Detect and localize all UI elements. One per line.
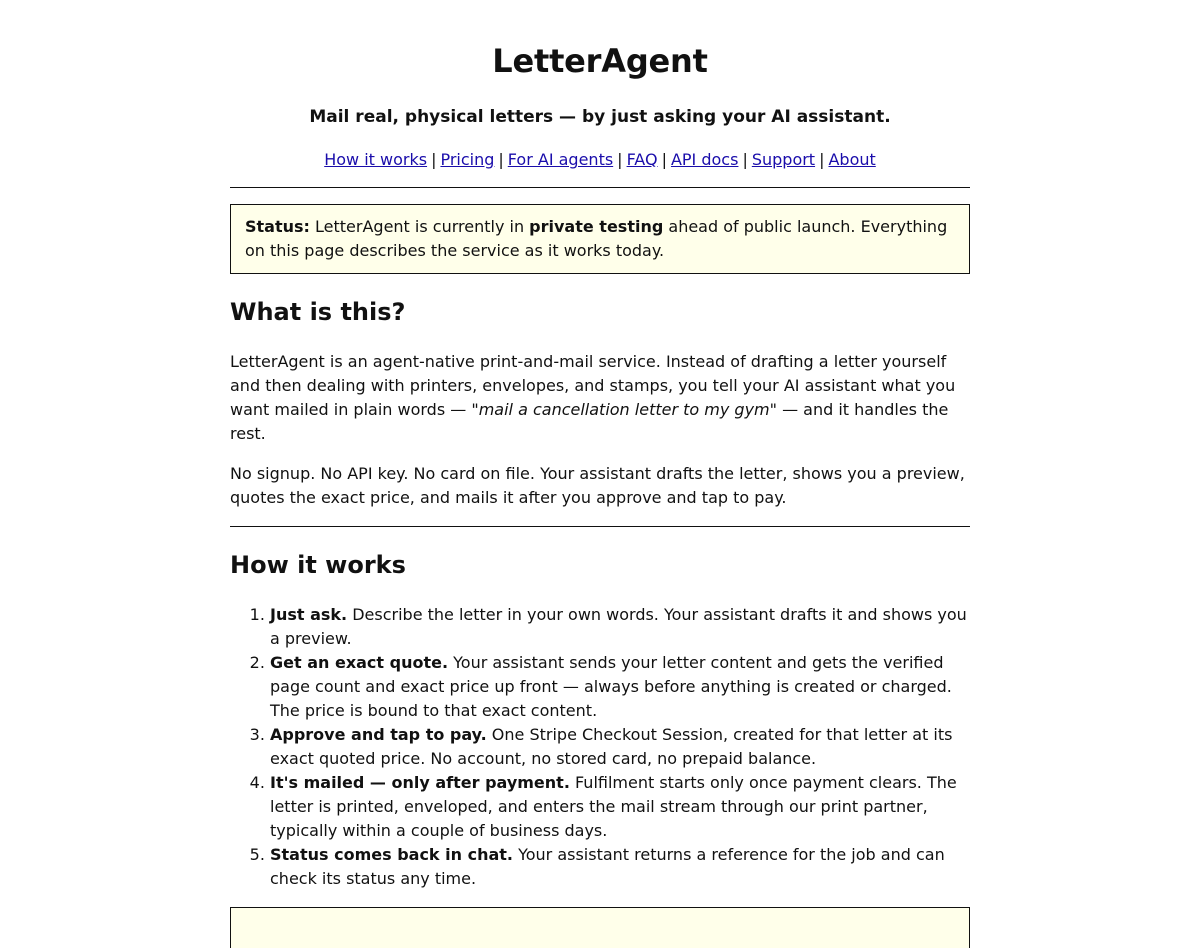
what-p1-before: LetterAgent is an agent-native print-and-mail service. Instead of drafting a letter yourself and then dealing with printers, envelopes, and stamps, you tell your AI assistant what you want mailed in plain words — [230, 352, 956, 419]
step-text: Your assistant returns a reference for the job and can check its status any time. [270, 845, 945, 888]
step-title: Just ask. [270, 605, 348, 624]
notice-box-partial [230, 907, 970, 948]
nav-link-api-docs[interactable]: API docs [670, 150, 739, 169]
site-title: LetterAgent [492, 42, 708, 80]
page [230, 0, 970, 948]
step-item [270, 843, 970, 891]
step-title: It's mailed — only after payment. [270, 773, 570, 792]
what-paragraph-1 [230, 350, 970, 446]
step-text: Your assistant sends your letter content and gets the verified page count and exact price up front — always before anything is created or charged. The price is bound to that exact content. [270, 653, 952, 720]
nav-separator: | [431, 150, 437, 169]
step-item [270, 723, 970, 771]
step-title: Get an exact quote. [270, 653, 449, 672]
step-item [270, 771, 970, 843]
status-label: Status: [245, 217, 310, 236]
section-heading-what: What is this? [230, 298, 406, 326]
step-title: Approve and tap to pay. [270, 725, 487, 744]
nav-link-pricing[interactable]: Pricing [440, 150, 495, 169]
status-notice [230, 204, 970, 274]
section-heading-how: How it works [230, 551, 406, 579]
nav-link-about[interactable]: About [828, 150, 876, 169]
what-p1-example: "mail a cancellation letter to my gym" [471, 400, 777, 419]
nav-separator: | [819, 150, 825, 169]
nav-link-how-it-works[interactable]: How it works [324, 150, 428, 169]
step-text: One Stripe Checkout Session, created for that letter at its exact quoted price. No account, no stored card, no prepaid balance. [270, 725, 953, 768]
divider [230, 187, 970, 188]
status-highlight: private testing [529, 217, 664, 236]
steps-list [230, 603, 970, 891]
status-text-after: ahead of public launch. Everything on this page describes the service as it works today. [245, 217, 948, 260]
step-item [270, 651, 970, 723]
step-item [270, 603, 970, 651]
nav-separator: | [742, 150, 748, 169]
nav-link-for-ai-agents[interactable]: For AI agents [507, 150, 614, 169]
nav-link-support[interactable]: Support [751, 150, 816, 169]
nav-link-faq[interactable]: FAQ [626, 150, 658, 169]
step-text: Fulfilment starts only once payment clears. The letter is printed, enveloped, and enters the mail stream through our print partner, typically within a couple of business days. [270, 773, 957, 840]
nav-separator: | [661, 150, 667, 169]
status-text-before: LetterAgent is currently in [309, 217, 530, 236]
step-title: Status comes back in chat. [270, 845, 513, 864]
what-p1-after: — and it handles the rest. [230, 400, 949, 443]
what-paragraph-2: No signup. No API key. No card on file. Your assistant drafts the letter, shows you a preview, quotes the exact price, and mails it after you approve and tap to pay. [230, 464, 965, 507]
tagline: Mail real, physical letters — by just asking your AI assistant. [309, 107, 891, 127]
step-text: Describe the letter in your own words. Your assistant drafts it and shows you a preview. [270, 605, 967, 648]
nav-separator: | [617, 150, 623, 169]
main-nav [230, 149, 970, 171]
divider [230, 526, 970, 527]
nav-separator: | [498, 150, 504, 169]
